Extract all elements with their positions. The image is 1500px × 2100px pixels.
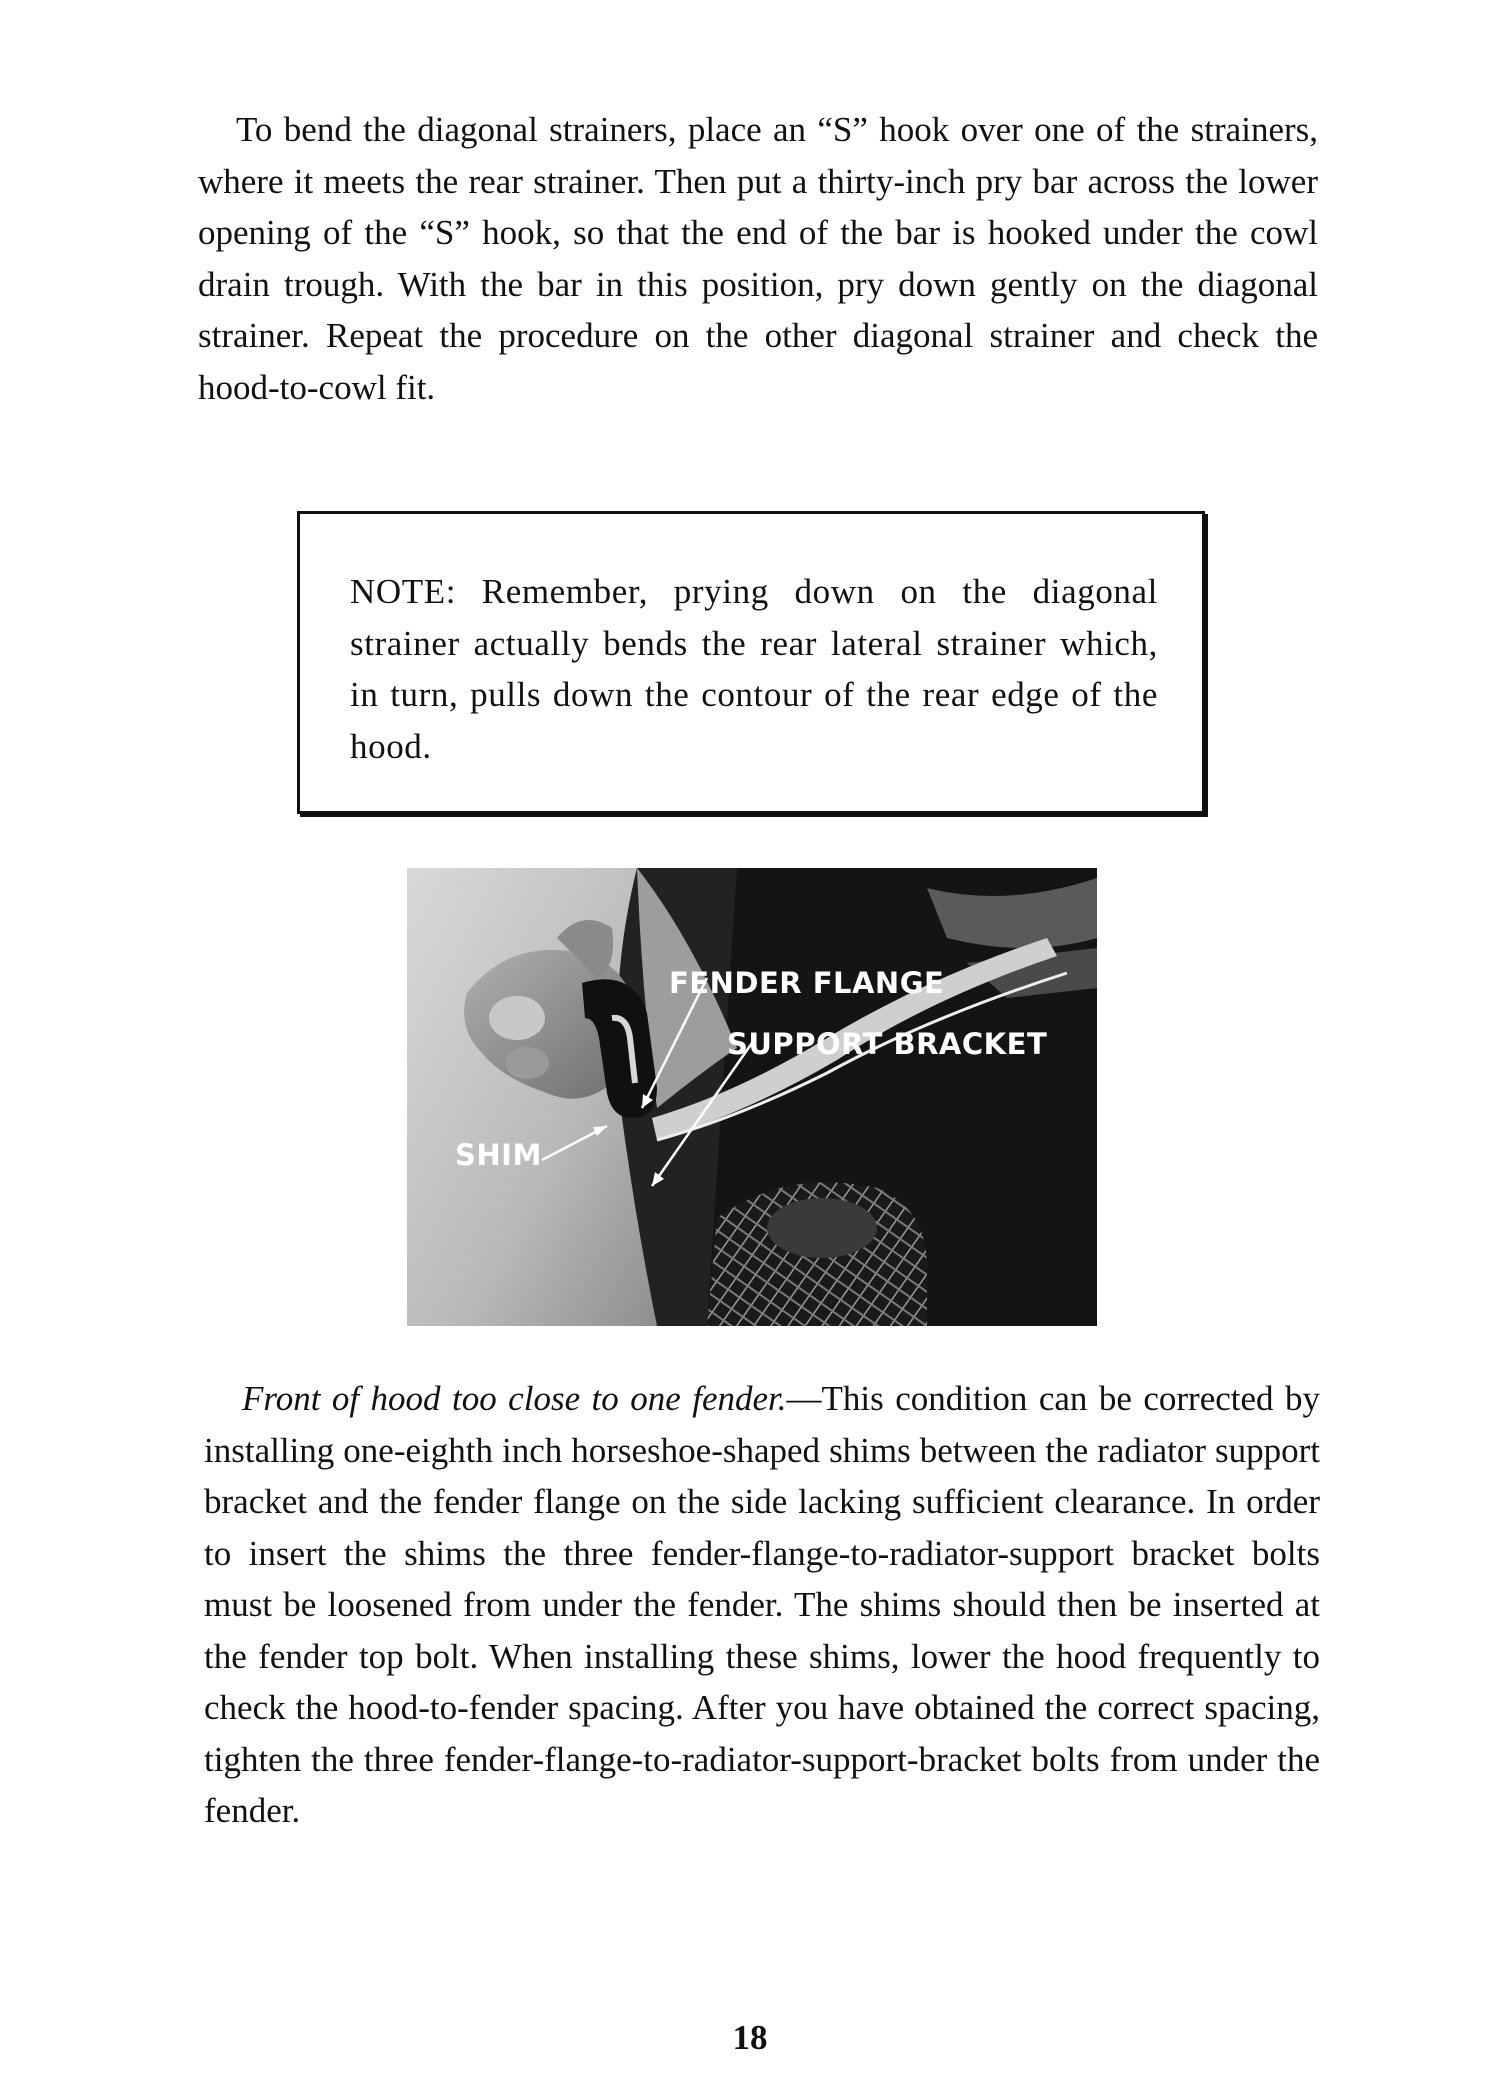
paragraph-bottom-body: —This condition can be corrected by installing one-eighth inch horseshoe-shaped shims between the radiator support bracket and the fender flange on the side lacking sufficient clearance. In order to insert the shims the three fender-flange-to-radiator-support bracket bolts must be loosened from under the fender. The shims should then be inserted at the fender top bolt. When installing these shims, lower the hood frequently to check the hood-to-fender spacing. After you have obtained the correct spacing, tighten the three fender-flange-to-radiator-support-bracket bolts from under the fender. [204, 1379, 1320, 1830]
paragraph-bottom [204, 1373, 1320, 1837]
photo-illustration [407, 868, 1097, 1326]
paragraph-bottom-lead: Front of hood too close to one fender. [242, 1379, 787, 1418]
note-box [297, 511, 1205, 814]
page-number: 18 [732, 2018, 768, 2057]
note-text: NOTE: Remember, prying down on the diagonal strainer actually bends the rear lateral strainer which, in turn, pulls down the contour of the rear edge of the hood. [350, 572, 1158, 766]
label-support-bracket: SUPPORT BRACKET [727, 1027, 1048, 1061]
figure-photo [407, 868, 1097, 1326]
label-fender-flange: FENDER FLANGE [669, 966, 945, 1000]
label-shim: SHIM [455, 1138, 542, 1172]
paragraph-top: To bend the diagonal strainers, place an “S” hook over one of the strainers, where it meets the rear strainer. Then put a thirty-inch pry bar across the lower opening of the “S” hook, so that the end of the bar is hooked under the cowl drain trough. With the bar in this position, pry down gently on the diagonal strainer. Repeat the procedure on the other diagonal strainer and check the hood-to-cowl fit. [198, 110, 1318, 407]
